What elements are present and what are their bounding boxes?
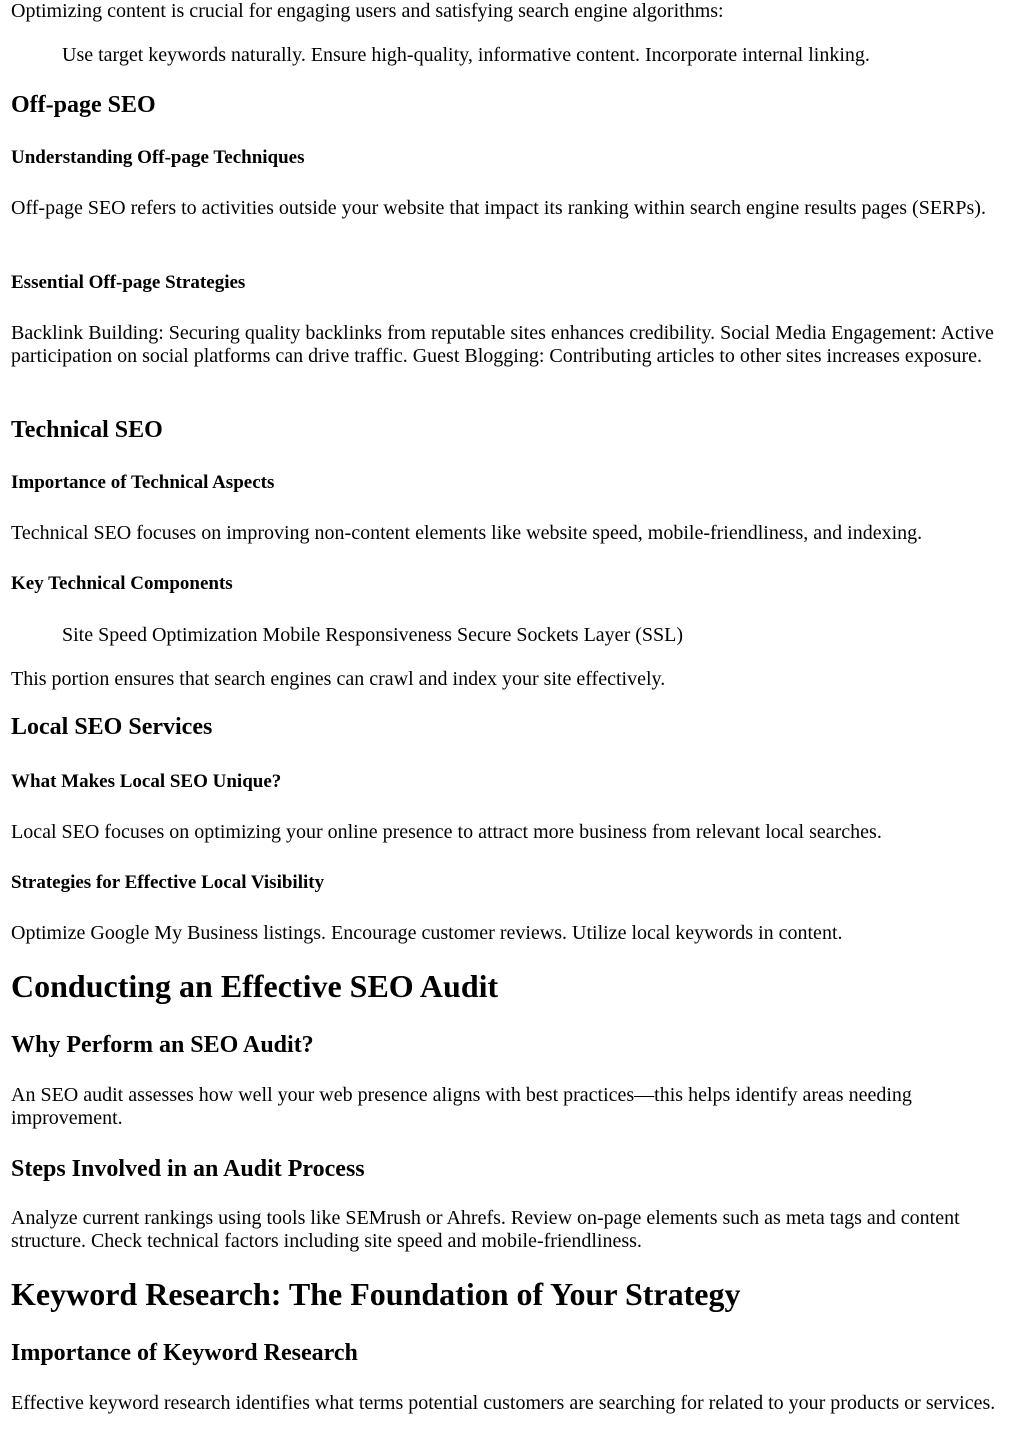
paragraph-crawl-index: This portion ensures that search engines can crawl and index your site effectively.: [11, 668, 666, 690]
paragraph-local-seo-definition: Local SEO focuses on optimizing your online presence to attract more business from relevant local searches.: [11, 821, 882, 843]
heading-seo-audit: Conducting an Effective SEO Audit: [11, 968, 499, 1004]
heading-off-page-seo: Off-page SEO: [11, 92, 156, 118]
paragraph-off-page-definition: Off-page SEO refers to activities outside your website that impact its ranking within search engine results pages (SERPs).: [11, 197, 986, 219]
heading-understanding-off-page: Understanding Off-page Techniques: [11, 147, 305, 168]
heading-local-seo-unique: What Makes Local SEO Unique?: [11, 771, 282, 792]
paragraph-technical-definition: Technical SEO focuses on improving non-content elements like website speed, mobile-friendliness, and indexing.: [11, 522, 923, 544]
heading-essential-off-page: Essential Off-page Strategies: [11, 272, 246, 293]
paragraph-audit-definition: An SEO audit assesses how well your web presence aligns with best practices—this helps identify areas needing improvement.: [11, 1084, 912, 1129]
list-technical-components: Site Speed Optimization Mobile Responsiveness Secure Sockets Layer (SSL): [62, 624, 684, 646]
heading-key-technical-components: Key Technical Components: [11, 573, 233, 594]
paragraph-audit-steps: Analyze current rankings using tools like SEMrush or Ahrefs. Review on-page elements such as meta tags and content structure. Check technical factors including site speed and mobile-friendliness.: [11, 1207, 960, 1252]
heading-local-visibility: Strategies for Effective Local Visibility: [11, 872, 325, 893]
list-onpage-tips: Use target keywords naturally. Ensure high-quality, informative content. Incorporate internal linking.: [62, 44, 870, 66]
heading-local-seo-services: Local SEO Services: [11, 714, 213, 740]
heading-importance-technical: Importance of Technical Aspects: [11, 472, 275, 493]
paragraph-intro: Optimizing content is crucial for engaging users and satisfying search engine algorithms:: [11, 0, 724, 22]
paragraph-keyword-definition: Effective keyword research identifies what terms potential customers are searching for related to your products or services.: [11, 1392, 996, 1414]
heading-importance-keyword: Importance of Keyword Research: [11, 1340, 358, 1366]
heading-technical-seo: Technical SEO: [11, 417, 163, 443]
paragraph-off-page-strategies: Backlink Building: Securing quality backlinks from reputable sites enhances credibility. Social Media Engagement: Active participation on social platforms can drive traffic. Guest Blogging: Contributing articles to other sites increases exposure.: [11, 322, 994, 367]
heading-why-audit: Why Perform an SEO Audit?: [11, 1032, 314, 1058]
heading-keyword-research: Keyword Research: The Foundation of Your Strategy: [11, 1276, 741, 1312]
paragraph-local-strategies: Optimize Google My Business listings. Encourage customer reviews. Utilize local keywords in content.: [11, 922, 843, 944]
heading-audit-steps: Steps Involved in an Audit Process: [11, 1156, 365, 1182]
